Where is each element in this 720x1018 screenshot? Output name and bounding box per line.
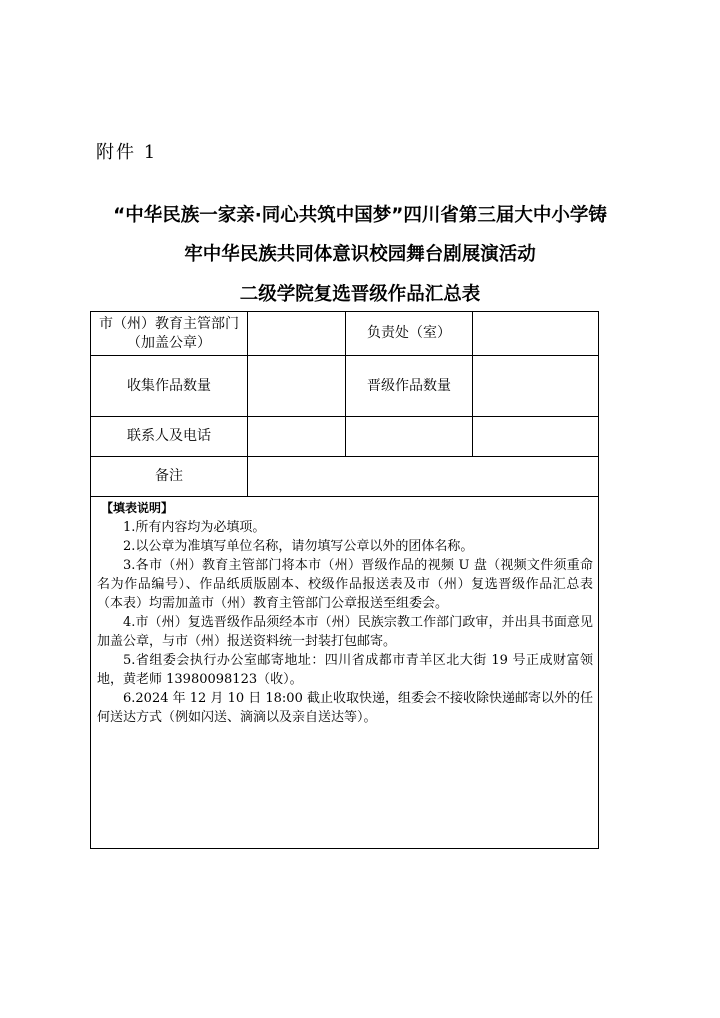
collected-count-value-cell[interactable] (248, 356, 345, 416)
instruction-item: 2.以公章为准填写单位名称，请勿填写公章以外的团体名称。 (123, 539, 474, 554)
instruction-item: 3.各市（州）教育主管部门将本市（州）晋级作品的视频 U 盘（视频文件须重命名为作品编号）、作品纸质版剧本、校级作品报送表及市（州）复选晋级作品汇总表（本表）均需加盖市（州）教育主管部门公章报送至组委会。 (97, 558, 593, 611)
document-title-line-1: “中华民族一家亲·同心共筑中国梦”四川省第三届大中小学铸 (113, 205, 607, 226)
document-title-line-3: 二级学院复选晋级作品汇总表 (239, 284, 481, 305)
promoted-count-value-cell[interactable] (473, 356, 599, 416)
remarks-label: 备注 (155, 468, 183, 484)
office-value-cell[interactable] (473, 312, 599, 355)
instruction-item: 1.所有内容均为必填项。 (123, 520, 266, 535)
dept-label-line-1: 市（州）教育主管部门 (99, 315, 239, 332)
row-divider (91, 496, 598, 497)
summary-form-table (90, 311, 599, 849)
attachment-label: 附件 1 (96, 142, 158, 163)
contact-phone-cell[interactable] (346, 417, 472, 456)
contact-label: 联系人及电话 (127, 428, 211, 444)
office-label: 负责处（室） (367, 325, 451, 341)
document-title-line-2: 牢中华民族共同体意识校园舞台剧展演活动 (184, 244, 536, 265)
instructions-heading: 【填表说明】 (101, 501, 174, 515)
dept-label-cell (91, 312, 247, 355)
instruction-item: 4.市（州）复选晋级作品须经本市（州）民族宗教工作部门政审，并出具书面意见加盖公章，与市（州）报送资料统一封装打包邮寄。 (97, 615, 593, 649)
promoted-count-label: 晋级作品数量 (367, 377, 451, 394)
instruction-item: 6.2024 年 12 月 10 日 18:00 截止收取快递，组委会不接收除快递邮寄以外的任何送达方式（例如闪送、滴滴以及亲自送达等）。 (97, 691, 593, 725)
contact-extra-cell[interactable] (473, 417, 599, 456)
dept-label-line-2: （加盖公章） (127, 334, 211, 351)
collected-count-label: 收集作品数量 (127, 377, 211, 394)
dept-value-cell[interactable] (248, 312, 345, 355)
instructions-section (97, 499, 593, 727)
contact-name-cell[interactable] (248, 417, 345, 456)
instruction-item: 5.省组委会执行办公室邮寄地址：四川省成都市青羊区北大街 19 号正成财富领地，黄老师 13980098123（收）。 (97, 653, 593, 687)
remarks-value-cell[interactable] (248, 457, 599, 496)
